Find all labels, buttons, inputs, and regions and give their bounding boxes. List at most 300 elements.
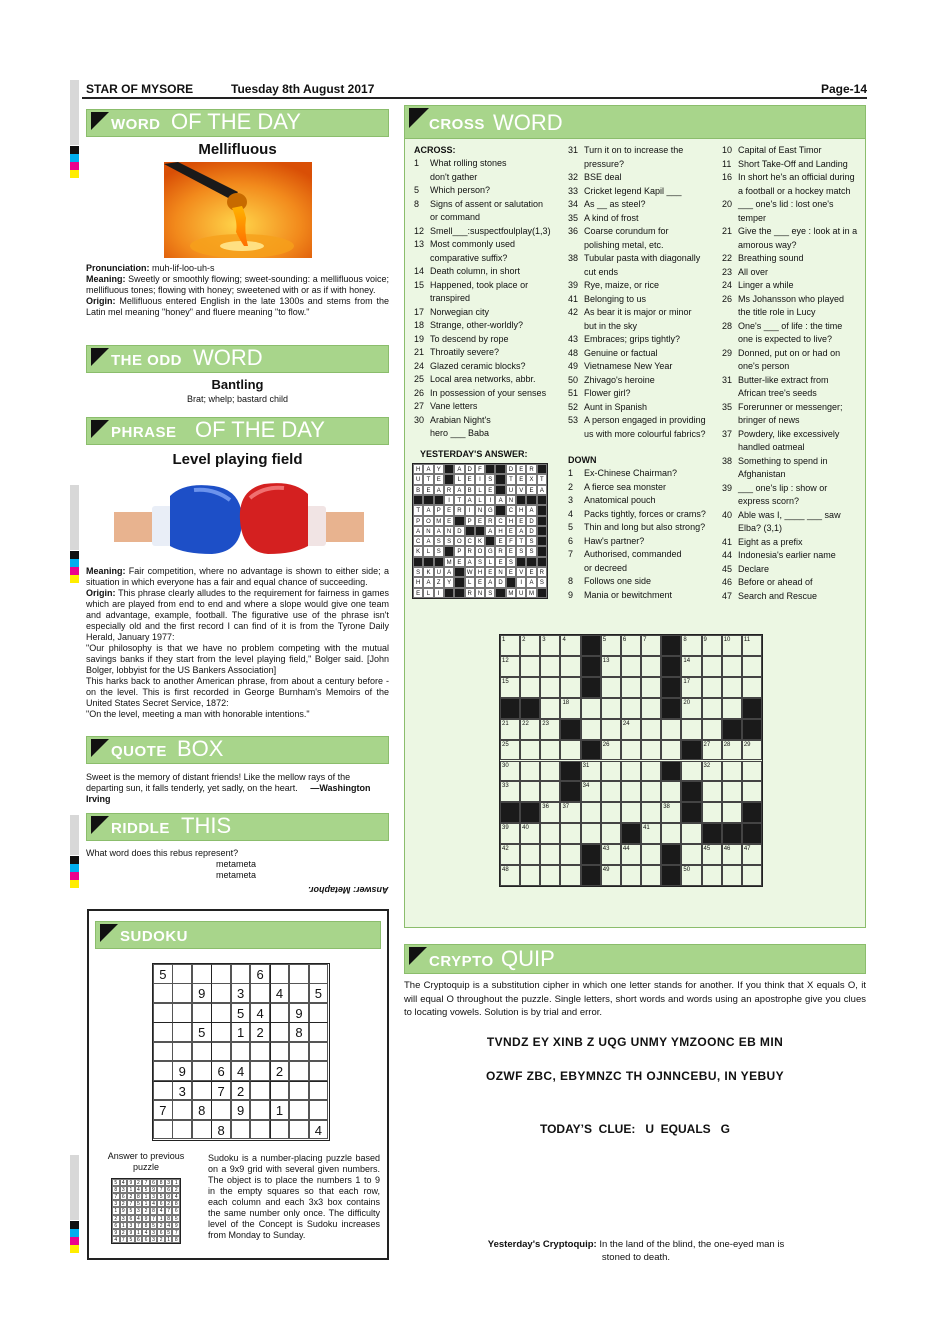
crossword-cell[interactable] (702, 698, 722, 719)
crossword-cell[interactable] (742, 761, 762, 782)
banner-label: CROSS (429, 116, 485, 133)
crossword-cell[interactable]: 21 (500, 719, 520, 740)
answer-cell: S (444, 536, 454, 546)
crossword-cell[interactable]: 43 (601, 844, 621, 865)
crossword-cell[interactable]: 2 (520, 635, 540, 656)
crossword-cell[interactable]: 36 (540, 802, 560, 823)
crossword-cell[interactable]: 49 (601, 865, 621, 886)
down-heading: DOWN (568, 455, 597, 465)
answer-cell: 3 (112, 1200, 120, 1207)
clue-line (414, 427, 564, 441)
crossword-cell[interactable]: 38 (661, 802, 681, 823)
clue-number: 35 (568, 212, 579, 223)
crossword-cell[interactable] (540, 656, 560, 677)
crossword-cell[interactable] (702, 802, 722, 823)
sudoku-cell[interactable]: 2 (231, 1081, 251, 1101)
clue-number: 25 (414, 374, 425, 384)
answer-cell: P (454, 546, 464, 556)
sudoku-cell[interactable]: 4 (270, 983, 290, 1003)
clue-line (722, 576, 862, 590)
crossword-black-cell (581, 677, 601, 698)
sudoku-cell[interactable]: 5 (309, 983, 329, 1003)
crossword-cell[interactable] (641, 698, 661, 719)
sudoku-cell[interactable] (172, 1022, 192, 1042)
crossword-cell[interactable] (681, 719, 701, 740)
crossword-cell[interactable] (702, 719, 722, 740)
crossword-cell[interactable] (601, 761, 621, 782)
crossword-cell[interactable] (742, 865, 762, 886)
crossword-cell[interactable] (601, 677, 621, 698)
sudoku-cell[interactable] (289, 1081, 309, 1101)
sudoku-cell[interactable] (153, 1022, 173, 1042)
crossword-cell[interactable] (520, 761, 540, 782)
sudoku-cell[interactable] (309, 1081, 329, 1101)
clue-number: 31 (722, 374, 733, 385)
sudoku-cell[interactable]: 5 (192, 1022, 212, 1042)
sudoku-cell[interactable] (289, 1100, 309, 1120)
answer-cell: T (454, 495, 464, 505)
crossword-cell[interactable] (601, 719, 621, 740)
clue-line (722, 279, 862, 293)
sudoku-cell[interactable]: 3 (172, 1081, 192, 1101)
sudoku-cell[interactable] (250, 983, 270, 1003)
clue-line (568, 589, 718, 603)
sudoku-cell[interactable] (192, 1061, 212, 1081)
crossword-cell[interactable] (722, 781, 742, 802)
crossword-cell[interactable]: 20 (681, 698, 701, 719)
crossword-cell[interactable]: 18 (560, 698, 580, 719)
sudoku-cell[interactable] (250, 1100, 270, 1120)
sudoku-cell[interactable] (309, 1061, 329, 1081)
answer-cell: E (526, 567, 536, 577)
sudoku-cell[interactable]: 7 (153, 1100, 173, 1120)
sudoku-cell[interactable]: 1 (231, 1022, 251, 1042)
crossword-cell[interactable]: 44 (621, 844, 641, 865)
crossword-cell[interactable]: 17 (681, 677, 701, 698)
sudoku-cell[interactable] (231, 1120, 251, 1140)
crossword-cell[interactable]: 23 (540, 719, 560, 740)
crossword-black-cell (581, 844, 601, 865)
phrase-of-day-banner (86, 417, 389, 445)
sudoku-cell[interactable] (270, 1022, 290, 1042)
clue-text: bringer of news (738, 415, 800, 425)
clue-number: 39 (722, 482, 733, 493)
crossword-cell[interactable]: 22 (520, 719, 540, 740)
crossword-cell[interactable]: 40 (520, 823, 540, 844)
answer-cell: R (495, 546, 505, 556)
sudoku-cell[interactable] (250, 1120, 270, 1140)
sudoku-cell[interactable] (192, 1081, 212, 1101)
crossword-cell[interactable] (641, 740, 661, 761)
clue-line (722, 414, 862, 428)
crossword-cell[interactable] (681, 761, 701, 782)
crossword-cell[interactable] (641, 761, 661, 782)
crossword-cell[interactable] (722, 865, 742, 886)
sudoku-cell[interactable] (289, 1061, 309, 1081)
sudoku-cell[interactable] (211, 1003, 231, 1023)
answer-cell: E (423, 485, 433, 495)
answer-cell: 6 (157, 1229, 165, 1236)
clue-text: amorous way? (738, 239, 797, 250)
sudoku-cell[interactable]: 8 (211, 1120, 231, 1140)
crossword-cell[interactable] (540, 865, 560, 886)
crossword-cell[interactable]: 14 (681, 656, 701, 677)
sudoku-cell[interactable]: 5 (153, 964, 173, 984)
crossword-cell[interactable] (641, 844, 661, 865)
sudoku-cell[interactable] (172, 1003, 192, 1023)
crossword-cell[interactable] (641, 719, 661, 740)
sudoku-cell[interactable] (211, 1022, 231, 1042)
crossword-cell[interactable]: 47 (742, 844, 762, 865)
clue-line (722, 455, 862, 469)
crossword-cell[interactable] (560, 656, 580, 677)
answer-cell: E (444, 516, 454, 526)
answer-cell (413, 495, 423, 505)
clue-line (568, 481, 718, 495)
sudoku-cell[interactable]: 9 (289, 1003, 309, 1023)
crossword-cell[interactable] (540, 823, 560, 844)
crossword-cell[interactable]: 1 (500, 635, 520, 656)
sudoku-cell[interactable] (289, 964, 309, 984)
answer-cell (454, 516, 464, 526)
clue-line (414, 171, 564, 185)
crossword-cell[interactable] (520, 677, 540, 698)
sudoku-cell[interactable] (289, 1120, 309, 1140)
crossword-cell[interactable] (742, 677, 762, 698)
crossword-cell[interactable] (702, 781, 722, 802)
answer-cell (537, 516, 547, 526)
crossword-cell[interactable] (722, 802, 742, 823)
sudoku-cell[interactable]: 2 (250, 1022, 270, 1042)
crossword-cell[interactable] (560, 823, 580, 844)
crossword-cell[interactable] (560, 865, 580, 886)
sudoku-cell[interactable] (270, 1042, 290, 1062)
sudoku-cell[interactable] (211, 964, 231, 984)
sudoku-cell[interactable]: 9 (231, 1100, 251, 1120)
crossword-cell[interactable] (540, 781, 560, 802)
crossword-cell[interactable]: 27 (702, 740, 722, 761)
crossword-cell[interactable] (621, 656, 641, 677)
crossword-cell[interactable]: 42 (500, 844, 520, 865)
crossword-black-cell (681, 802, 701, 823)
clue-text: Donned, put on or had on (738, 347, 841, 358)
crossword-cell[interactable] (520, 740, 540, 761)
crossword-cell[interactable]: 50 (681, 865, 701, 886)
sudoku-cell[interactable] (231, 964, 251, 984)
crossword-cell[interactable] (661, 823, 681, 844)
answer-cell: 8 (112, 1186, 120, 1193)
clue-line (568, 212, 718, 226)
crossword-cell[interactable] (601, 781, 621, 802)
crossword-cell[interactable] (601, 802, 621, 823)
crossword-cell[interactable] (540, 740, 560, 761)
answer-cell: 2 (157, 1222, 165, 1229)
answer-cell (413, 557, 423, 567)
sudoku-cell[interactable] (192, 1120, 212, 1140)
crossword-cell[interactable]: 4 (560, 635, 580, 656)
clue-text: Packs tightly, forces or crams? (584, 508, 706, 519)
crossword-cell[interactable] (742, 656, 762, 677)
crossword-cell[interactable]: 32 (702, 761, 722, 782)
sudoku-cell[interactable]: 4 (309, 1120, 329, 1140)
sudoku-cell[interactable] (153, 1042, 173, 1062)
answer-cell: T (516, 536, 526, 546)
clue-text: In possession of your senses (430, 387, 547, 398)
sudoku-cell[interactable] (270, 1120, 290, 1140)
sudoku-cell[interactable] (172, 983, 192, 1003)
sudoku-cell[interactable] (250, 1081, 270, 1101)
sudoku-cell[interactable] (172, 1042, 192, 1062)
answer-cell: A (485, 577, 495, 587)
answer-cell (444, 474, 454, 484)
crossword-cell[interactable] (520, 656, 540, 677)
crossword-cell[interactable] (742, 781, 762, 802)
crossword-cell[interactable]: 25 (500, 740, 520, 761)
sudoku-cell[interactable]: 4 (231, 1061, 251, 1081)
answer-cell: E (506, 567, 516, 577)
sudoku-cell[interactable] (153, 1003, 173, 1023)
sudoku-cell[interactable] (172, 1120, 192, 1140)
crossword-cell[interactable]: 8 (681, 635, 701, 656)
registration-mark (70, 146, 79, 178)
crossword-cell[interactable] (581, 823, 601, 844)
crossword-cell[interactable]: 3 (540, 635, 560, 656)
sudoku-cell[interactable] (192, 1042, 212, 1062)
clue-line (568, 494, 718, 508)
crossword-cell[interactable] (520, 781, 540, 802)
sudoku-cell[interactable]: 1 (270, 1100, 290, 1120)
crossword-cell[interactable]: 12 (500, 656, 520, 677)
crossword-cell[interactable]: 48 (500, 865, 520, 886)
answer-cell (537, 536, 547, 546)
crossword-cell[interactable] (641, 802, 661, 823)
crossword-cell[interactable] (540, 761, 560, 782)
sudoku-cell[interactable] (231, 1042, 251, 1062)
clue-text: ___ one's lip : show or (738, 482, 828, 493)
riddle-question: What word does this rebus represent? (86, 848, 239, 858)
answer-cell: N (475, 588, 485, 598)
clue-text: Arabian Night's (430, 414, 491, 425)
clue-text: but in the sky (584, 320, 638, 331)
crossword-cell[interactable] (681, 844, 701, 865)
clue-line (722, 158, 862, 172)
crossword-cell[interactable] (722, 677, 742, 698)
sudoku-cell[interactable]: 6 (250, 964, 270, 984)
crossword-cell[interactable]: 6 (621, 635, 641, 656)
sudoku-cell[interactable] (153, 983, 173, 1003)
crossword-cell[interactable]: 7 (641, 635, 661, 656)
answer-cell: 9 (127, 1179, 135, 1186)
sudoku-cell[interactable] (270, 1003, 290, 1023)
clue-text: Before or ahead of (738, 577, 813, 587)
crossword-cell[interactable]: 13 (601, 656, 621, 677)
crossword-cell[interactable] (560, 844, 580, 865)
sudoku-cell[interactable] (192, 964, 212, 984)
answer-cell: U (413, 474, 423, 484)
sudoku-cell[interactable] (211, 1042, 231, 1062)
crossword-cell[interactable] (520, 865, 540, 886)
sudoku-cell[interactable]: 2 (270, 1061, 290, 1081)
crossword-cell[interactable]: 5 (601, 635, 621, 656)
sudoku-cell[interactable] (250, 1042, 270, 1062)
crossword-cell[interactable] (581, 802, 601, 823)
crossword-cell[interactable] (641, 656, 661, 677)
crossword-cell[interactable] (722, 761, 742, 782)
clue-text: Forerunner or messenger; (738, 401, 843, 412)
crossword-cell[interactable] (601, 823, 621, 844)
crossword-cell[interactable]: 28 (722, 740, 742, 761)
quote-text (86, 772, 389, 805)
answer-cell (434, 557, 444, 567)
answer-cell: 3 (120, 1215, 128, 1222)
sudoku-cell[interactable] (153, 1120, 173, 1140)
answer-cell (537, 526, 547, 536)
sudoku-cell[interactable]: 8 (192, 1100, 212, 1120)
sudoku-cell[interactable] (192, 1003, 212, 1023)
clue-text: Powdery, like excessively (738, 428, 840, 439)
clue-number: 31 (568, 145, 579, 155)
crossword-cell[interactable] (621, 781, 641, 802)
sudoku-cell[interactable] (211, 1100, 231, 1120)
crossword-cell[interactable] (661, 719, 681, 740)
sudoku-cell[interactable]: 3 (231, 983, 251, 1003)
crossword-cell[interactable]: 39 (500, 823, 520, 844)
crossword-cell[interactable] (702, 656, 722, 677)
sudoku-grid[interactable] (152, 963, 330, 1141)
sudoku-cell[interactable] (250, 1061, 270, 1081)
clue-text: African tree's seeds (738, 388, 817, 398)
clue-line (568, 521, 718, 535)
crossword-cell[interactable]: 46 (722, 844, 742, 865)
crossword-cell[interactable] (560, 677, 580, 698)
answer-cell: K (413, 546, 423, 556)
answer-cell: I (434, 588, 444, 598)
sudoku-cell[interactable]: 4 (250, 1003, 270, 1023)
sudoku-cell[interactable] (309, 1003, 329, 1023)
answer-cell: E (495, 536, 505, 546)
crossword-cell[interactable] (540, 677, 560, 698)
sudoku-cell[interactable] (172, 1100, 192, 1120)
crossword-black-cell (500, 802, 520, 823)
sudoku-cell[interactable] (172, 964, 192, 984)
banner-label-large: WORD (193, 345, 263, 370)
crossword-cell[interactable] (621, 761, 641, 782)
crossword-cell[interactable]: 45 (702, 844, 722, 865)
clue-number: 5 (414, 185, 420, 195)
sudoku-cell[interactable] (270, 1081, 290, 1101)
sudoku-cell[interactable] (270, 964, 290, 984)
crossword-cell[interactable] (560, 740, 580, 761)
sudoku-cell[interactable]: 6 (211, 1061, 231, 1081)
crossword-cell[interactable] (722, 698, 742, 719)
crossword-cell[interactable]: 10 (722, 635, 742, 656)
sudoku-cell[interactable]: 9 (192, 983, 212, 1003)
sudoku-cell[interactable]: 5 (231, 1003, 251, 1023)
clue-text: Butter-like extract from (738, 374, 829, 385)
sudoku-cell[interactable]: 7 (211, 1081, 231, 1101)
crossword-cell[interactable]: 26 (601, 740, 621, 761)
answer-cell: 9 (112, 1229, 120, 1236)
sudoku-cell[interactable] (153, 1061, 173, 1081)
sudoku-cell[interactable] (153, 1081, 173, 1101)
crossword-cell[interactable]: 24 (621, 719, 641, 740)
crossword-cell[interactable] (621, 865, 641, 886)
clue-text: Aunt in Spanish (584, 401, 648, 412)
clue-text: comparative suffix? (430, 252, 508, 263)
crossword-cell[interactable] (641, 865, 661, 886)
crossword-cell[interactable] (621, 740, 641, 761)
crossword-cell[interactable] (540, 698, 560, 719)
crossword-cell[interactable] (661, 740, 681, 761)
crossword-cell[interactable] (702, 677, 722, 698)
page-number: Page-14 (820, 82, 867, 96)
crossword-cell[interactable] (621, 698, 641, 719)
crossword-cell[interactable]: 15 (500, 677, 520, 698)
registration-mark (70, 1221, 79, 1253)
clue-text: one's person (738, 361, 790, 371)
sudoku-cell[interactable] (309, 1100, 329, 1120)
crossword-cell[interactable] (641, 677, 661, 698)
sudoku-cell[interactable] (211, 983, 231, 1003)
sudoku-cell[interactable] (289, 983, 309, 1003)
crossword-cell[interactable]: 41 (641, 823, 661, 844)
clue-line (414, 265, 564, 279)
crossword-cell[interactable] (581, 719, 601, 740)
crossword-cell[interactable]: 33 (500, 781, 520, 802)
crossword-black-cell (722, 823, 742, 844)
crossword-cell[interactable] (702, 865, 722, 886)
crossword-cell[interactable] (641, 781, 661, 802)
crossword-cell[interactable]: 37 (560, 802, 580, 823)
crossword-cell[interactable] (540, 844, 560, 865)
clue-line (414, 333, 564, 347)
sudoku-cell[interactable] (309, 1022, 329, 1042)
crossword-cell[interactable] (581, 698, 601, 719)
clue-text: Afghanistan (738, 469, 786, 479)
crossword-cell[interactable] (621, 802, 641, 823)
sudoku-cell[interactable] (309, 1042, 329, 1062)
clue-text: Anatomical pouch (584, 495, 656, 505)
crossword-cell[interactable] (661, 781, 681, 802)
crossword-cell[interactable]: 9 (702, 635, 722, 656)
crossword-cell[interactable]: 30 (500, 761, 520, 782)
crossword-grid[interactable] (499, 634, 763, 887)
crossword-cell[interactable] (722, 656, 742, 677)
clue-number: 38 (722, 455, 733, 466)
answer-cell (537, 588, 547, 598)
crossword-cell[interactable]: 31 (581, 761, 601, 782)
answer-cell: 7 (135, 1222, 143, 1229)
sudoku-cell[interactable]: 8 (289, 1022, 309, 1042)
crossword-cell[interactable] (601, 698, 621, 719)
crossword-cell[interactable] (681, 823, 701, 844)
answer-cell: 7 (120, 1236, 128, 1243)
answer-cell: 8 (142, 1222, 150, 1229)
word-of-day-banner (86, 109, 389, 137)
sudoku-cell[interactable] (289, 1042, 309, 1062)
sudoku-cell[interactable] (309, 964, 329, 984)
crossword-cell[interactable]: 34 (581, 781, 601, 802)
crossword-cell[interactable]: 11 (742, 635, 762, 656)
crossword-cell[interactable]: 29 (742, 740, 762, 761)
banner-label: PHRASE (111, 424, 177, 441)
clue-text: Local area networks, abbr. (430, 374, 536, 384)
crossword-cell[interactable] (520, 844, 540, 865)
answer-cell: 9 (150, 1186, 158, 1193)
sudoku-cell[interactable]: 9 (172, 1061, 192, 1081)
answer-cell (495, 474, 505, 484)
crossword-cell[interactable] (621, 677, 641, 698)
